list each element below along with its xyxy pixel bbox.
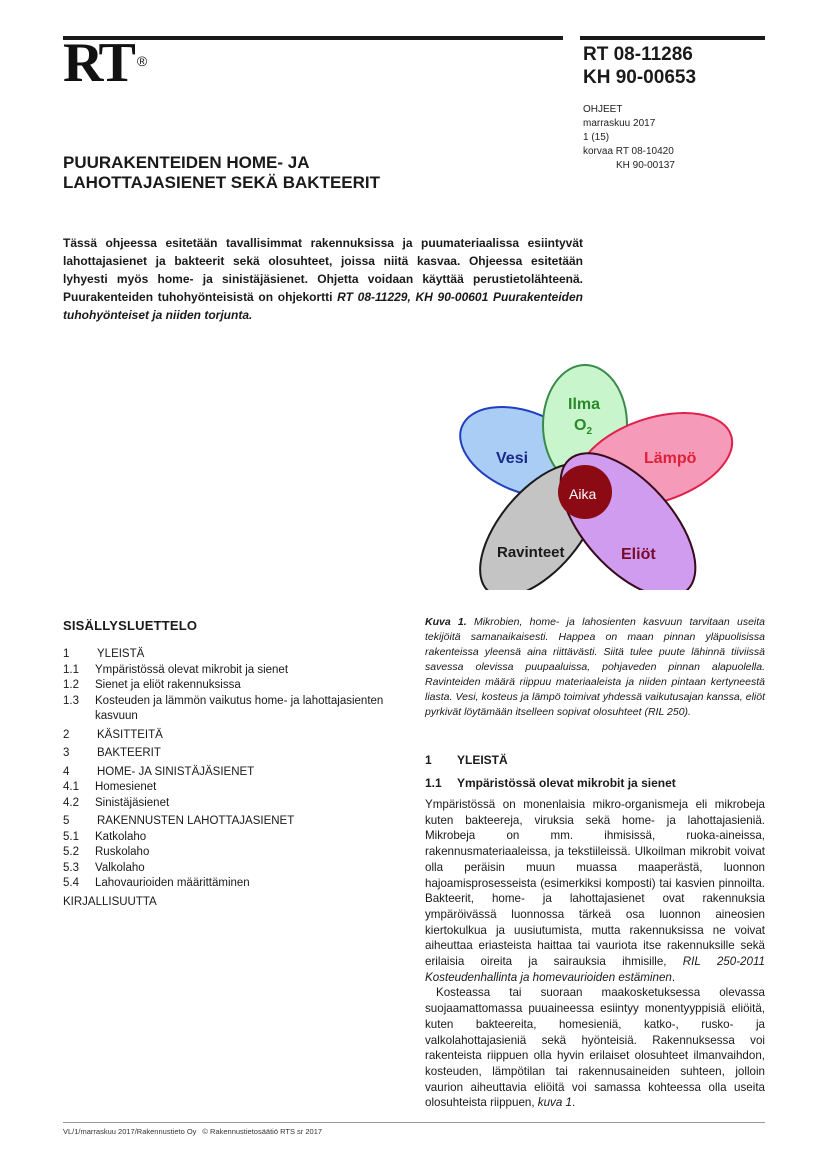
replaces-kh: KH 90-00137 [616, 160, 675, 171]
lead-paragraph [63, 234, 583, 324]
toc-heading: SISÄLLYSLUETTELO [63, 618, 198, 633]
reference-figure-1: kuva 1 [537, 1096, 572, 1110]
section-heading-1: 1 YLEISTÄ [425, 753, 508, 767]
lead-text: Tässä ohjeessa esitetään tavallisimmat rakennuksissa ja puumateriaalissa esiintyvät lahottajasienet ja bakteerit sekä olosuhteet, joissa niitä kasvaa. Ohjeessa esitetään lyhyesti myös home- ja sinistäjäsienet. Ohjetta voidaan käyttää perustietolähteenä. Puurakenteiden tuhohyönteisistä on ohjekortti [63, 236, 583, 304]
toc-item[interactable]: KIRJALLISUUTTA [63, 895, 157, 908]
title-line-2: LAHOTTAJASIENET SEKÄ BAKTEERIT [63, 173, 381, 192]
footer-rule [63, 1122, 765, 1123]
toc-item[interactable]: 2 KÄSITTEITÄ [63, 728, 163, 741]
body-text [425, 797, 765, 1111]
footer-publisher: VL/1/marraskuu 2017/Rakennustieto Oy [63, 1127, 197, 1136]
caption-label: Kuva 1. [425, 616, 467, 628]
header-rule-right [580, 36, 765, 40]
title-line-1: PUURAKENTEIDEN HOME- JA [63, 153, 310, 172]
lead-reference: RT 08-11229, KH 90-00601 Puurakenteiden tuhohyönteiset ja niiden torjunta [63, 290, 583, 322]
document-date: marraskuu 2017 [583, 118, 656, 129]
toc-item[interactable]: 1.1 Ympäristössä olevat mikrobit ja sienet [63, 663, 289, 676]
label-aika: Aika [569, 486, 597, 502]
label-vesi: Vesi [496, 450, 529, 467]
section-heading-1-1: 1.1 Ympäristössä olevat mikrobit ja sienet [425, 776, 676, 790]
registered-mark: ® [136, 53, 148, 69]
label-lampo: Lämpö [644, 450, 697, 467]
table-of-contents [63, 618, 403, 910]
page-title [63, 153, 380, 193]
toc-item[interactable]: 5.2 Ruskolaho [63, 846, 150, 858]
toc-item[interactable]: 4.2 Sinistäjäsienet [63, 796, 170, 809]
label-o2: $O_2$ [574, 417, 593, 437]
page-number: 1 (15) [583, 132, 610, 143]
logo-text: RT [63, 32, 133, 94]
toc-item[interactable]: 1.2 Sienet ja eliöt rakennuksissa [63, 679, 241, 691]
toc-item[interactable]: 3 BAKTEERIT [63, 747, 161, 759]
document-type: OHJEET [583, 104, 623, 115]
paragraph-1: Ympäristössä on monenlaisia mikro-organismeja eli mikrobeja kuten bakteereja, viruksia sekä home- ja lahottajasieniä. Mikrobeja on mm. ihmisissä, ruoka-aineissa, rakennusmateriaaleissa, ja tekstiileissä. Ulkoilman mikrobit voivat olla peräisin muun muassa maaperästä, luonnon hajoamisprosesseista (esimerkiksi komposti) tai kasvien pinnoilta. Bakteerit, home- ja lahottajasienet ovat rakennuksia ympäröivässä luonnossa tärkeä osa luonnon aineosien kiertokulkua ja uusiutumista, mutta rakennuksissa ne voivat aiheuttaa eriasteista haittaa tai vauriota itse rakennuksille sekä erilaisia oireita ja sairauksia ihmisille, RIL 250-2011 Kosteudenhallinta ja homevaurioiden estäminen. [425, 798, 765, 984]
label-ilma: Ilma [568, 396, 601, 413]
footer-copyright: © Rakennustietosäätiö RTS sr 2017 [202, 1127, 323, 1136]
figure-caption [425, 615, 765, 720]
toc-item[interactable]: 5.1 Katkolaho [63, 830, 147, 843]
toc-item[interactable]: 4 HOME- JA SINISTÄJÄSIENET [63, 765, 255, 778]
page-footer [63, 1127, 322, 1136]
rt-logo [63, 32, 148, 94]
paragraph-2: Kosteassa tai suoraan maakosketuksessa olevassa suojaamattomassa puuaineessa esiintyy monentyyppisiä eliöitä, kuten bakteereita, homesieniä, katko-, rusko- ja valkolahottajasieniä sekä hyönteisiä. Rakennuksessa voi rakenteista riippuen olla hyvin erilaiset olosuhteet ilmanvaihdon, kosteuden, lämpötilan tai rakennusaineiden suhteen, jolloin vaurion aiheuttavia eliöitä voi samassa kohteessa olla useita olosuhteista riippuen, kuva 1. [425, 986, 765, 1110]
toc-item[interactable]: 1.3 Kosteuden ja lämmön vaikutus home- ja lahottajasienten kasvuun [63, 694, 384, 722]
toc-item[interactable]: 1 YLEISTÄ [63, 648, 145, 660]
document-codes [583, 43, 696, 89]
growth-factors-diagram [450, 360, 740, 590]
label-ravinteet: Ravinteet [497, 544, 565, 561]
toc-item[interactable]: 5.3 Valkolaho [63, 861, 145, 874]
lead-end: . [249, 308, 253, 322]
document-meta [583, 103, 675, 173]
toc-item[interactable]: 5 RAKENNUSTEN LAHOTTAJASIENET [63, 815, 295, 827]
replaces-rt: korvaa RT 08-10420 [583, 146, 674, 157]
toc-item[interactable]: 4.1 Homesienet [63, 781, 157, 793]
caption-text: Mikrobien, home- ja lahosienten kasvuun tarvitaan useita tekijöitä samanaikaisesti. Happea on maan pinnan yläpuolisissa rakenteissa yleensä aina riittävästi. Siitä tulee puute lähinnä tiiviissä savessa olevissa puupaaluissa, pohjaveden pinnan alapuolella. Ravinteiden määrä riippuu materiaaleista ja niiden pintaan kertyneestä liasta. Vesi, kosteus ja lämpö toimivat yhdessä vaikutusajan kanssa, eliöt pyrkivät löytämään itselleen sopivat olosuhteet (RIL 250). [425, 616, 765, 718]
label-eliot: Eliöt [621, 546, 656, 563]
rt-code: RT 08-11286 [583, 44, 693, 65]
reference-ril250: RIL 250-2011 Kosteudenhallinta ja homevaurioiden estäminen [425, 955, 765, 984]
kh-code: KH 90-00653 [583, 67, 697, 88]
toc-item[interactable]: 5.4 Lahovaurioiden määrittäminen [63, 877, 250, 889]
